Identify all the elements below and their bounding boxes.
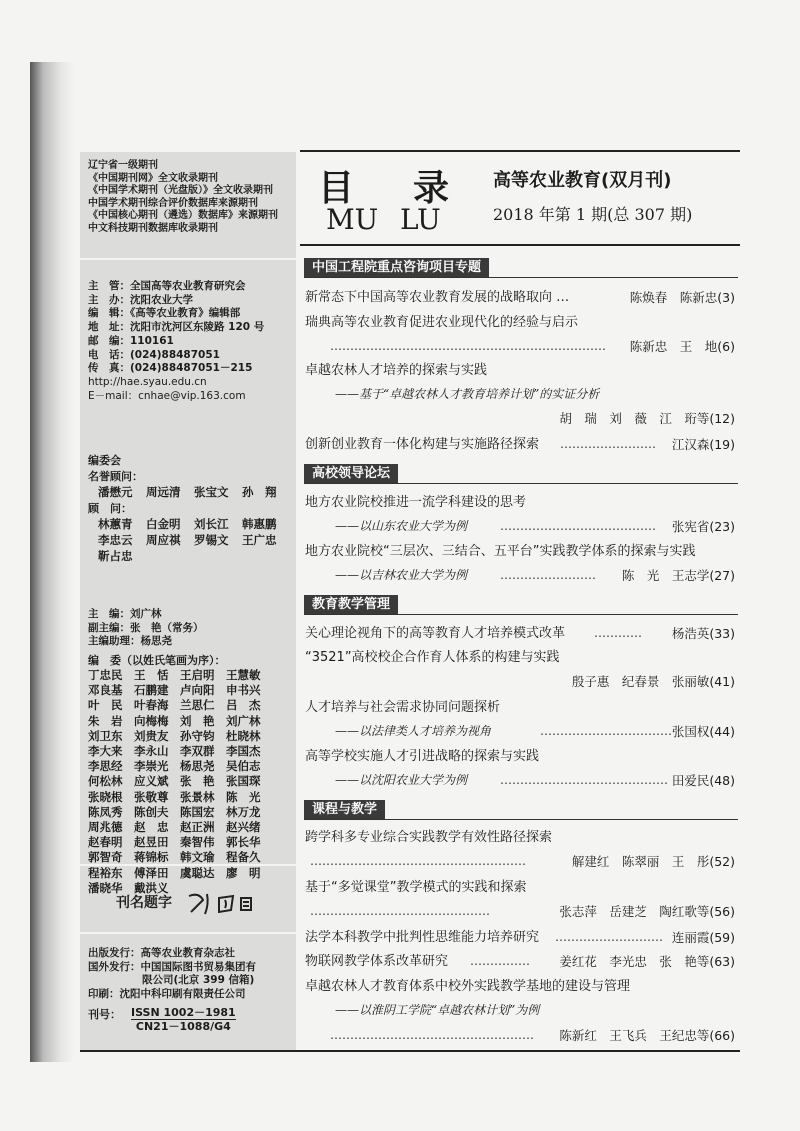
article-authors: 陈新红 王飞兵 王纪忠等(66)	[559, 1028, 735, 1043]
toc-entry[interactable]	[305, 543, 735, 560]
issn-block	[88, 1006, 293, 1033]
member-name: 林万龙	[226, 804, 261, 819]
leader-dots: ……………………………………………………………	[330, 339, 606, 353]
article-title: 地方农业院校“三层次、三结合、五平台”实践教学体系的探索与实践	[305, 544, 696, 559]
indexing-item: 辽宁省一级期刊	[88, 160, 158, 171]
member-name: 卢向阳	[180, 683, 215, 698]
consultant-name: 周应祺	[146, 533, 181, 547]
issn-number: ISSN 1002－1981	[131, 1005, 236, 1019]
consultant-name: 韩惠鹏	[242, 517, 277, 531]
inscription-label: 刊名题字	[116, 895, 172, 911]
member-name: 李永山	[134, 744, 169, 759]
advisor-names	[88, 484, 293, 500]
article-title: 人才培养与社会需求协同问题探析	[305, 700, 501, 715]
advisor-name: 潘懋元	[98, 485, 133, 499]
member-name: 蒋锦标	[134, 850, 169, 865]
toc-entry[interactable]	[305, 829, 735, 846]
member-name: 刘广林	[226, 713, 261, 728]
member-name: 赵昱田	[134, 835, 169, 850]
consultant-name: 白金明	[146, 517, 181, 531]
toc-entry[interactable]	[305, 314, 735, 331]
member-name: 陈凤秀	[88, 804, 123, 819]
article-subtitle: ——基于“卓越农林人才教育培养计划”的实证分析	[335, 387, 600, 401]
member-name: 向梅梅	[134, 713, 169, 728]
title-mu: 目	[318, 168, 359, 209]
info-line: 主 管：全国高等农业教育研究会	[88, 280, 246, 292]
leader-dots: …………………………………	[500, 519, 656, 533]
publisher-line: 印刷：沈阳中科印刷有限责任公司	[88, 988, 246, 1001]
email: E－mail：cnhae@vip.163.com	[88, 389, 246, 402]
article-authors: 杨浩英(33)	[671, 626, 735, 641]
calligraphy-signature-icon	[185, 890, 255, 916]
article-authors: 胡 瑞 刘 薇 江 珩等(12)	[559, 411, 735, 426]
article-authors: 殷子惠 纪春景 张丽敏(41)	[571, 674, 735, 689]
article-authors: 江汉森(19)	[671, 437, 735, 452]
member-name: 李思经	[88, 759, 123, 774]
leader-dots: ……………………	[560, 437, 656, 451]
member-names	[88, 668, 293, 896]
issue-number: 2018 年第 1 期(总 307 期)	[493, 205, 693, 224]
info-line: 编 辑：《高等农业教育》编辑部	[88, 307, 241, 320]
publisher-info	[88, 947, 293, 1033]
issn-label: 刊号：	[88, 1007, 121, 1021]
section-rule	[304, 277, 738, 278]
indexing-item: 中文科技期刊数据库收录期刊	[88, 222, 218, 234]
article-authors: 张志萍 岳建芝 陶红歌等(56)	[559, 904, 735, 919]
members-label: 编 委（以姓氏笔画为序）：	[88, 654, 226, 667]
leader-dots: ………………………………………………	[310, 854, 526, 868]
committee-label: 编委会	[88, 454, 121, 467]
member-name: 赵兴绪	[226, 820, 261, 835]
leader-dots: ……………………………………	[500, 773, 668, 787]
member-name: 程备久	[226, 850, 261, 865]
publisher-line: 国外发行：中国国际图书贸易集团有	[88, 960, 256, 973]
editor-line: 主编助理：杨思尧	[88, 635, 172, 648]
member-name: 申书兴	[226, 683, 261, 698]
member-name: 戴洪义	[134, 880, 169, 895]
toc-entry[interactable]	[305, 978, 735, 995]
member-name: 张 艳	[180, 774, 215, 789]
masthead-sidebar	[80, 152, 296, 1052]
title-inscription	[88, 890, 293, 916]
member-name: 刘贵友	[134, 728, 169, 743]
toc-entry[interactable]	[305, 879, 735, 896]
section-rule	[304, 483, 738, 484]
consultant-names	[88, 516, 293, 564]
divider	[80, 864, 296, 866]
article-authors: 陈焕春 陈新忠(3)	[629, 290, 735, 305]
article-title: 地方农业院校推进一流学科建设的思考	[305, 495, 527, 510]
advisor-name: 周远清	[146, 485, 181, 499]
article-subtitle: ——以吉林农业大学为例	[335, 568, 468, 582]
toc-entry[interactable]	[305, 699, 735, 716]
consultant-name: 李忠云	[98, 533, 133, 547]
cn-number: CN21－1088/G4	[135, 1019, 231, 1033]
article-subtitle: ——以法律类人才培养为视角	[335, 724, 492, 738]
info-line: 电 话：(024)88487051	[88, 348, 220, 361]
member-name: 郭智奇	[88, 850, 123, 865]
indexing-list	[88, 160, 293, 235]
member-name: 赵 忠	[134, 820, 169, 835]
article-title: 高等学校实施人才引进战略的探索与实践	[305, 749, 540, 764]
member-name: 丁忠民	[88, 668, 123, 682]
footer-rule	[80, 1050, 740, 1052]
toc-entry[interactable]: 新常态下中国高等农业教育发展的战略取向 …	[305, 290, 570, 305]
article-authors: 陈新忠 王 地(6)	[629, 339, 735, 354]
member-name: 朱 岩	[88, 713, 123, 728]
leader-dots: ………………………………………	[310, 904, 490, 918]
member-name: 李国杰	[226, 744, 261, 759]
member-name: 吕 杰	[226, 698, 261, 713]
member-name: 张晓根	[88, 789, 123, 804]
advisor-name: 孙 翔	[242, 485, 277, 499]
toc-entry[interactable]	[305, 362, 735, 379]
article-title: 卓越农林人才教育体系中校外实践教学基地的建设与管理	[305, 979, 631, 994]
member-name: 兰思仁	[180, 698, 215, 713]
member-name: 张景林	[180, 789, 215, 804]
consultant-name: 林蕙青	[98, 517, 133, 531]
toc-entry[interactable]	[305, 649, 735, 666]
article-title: 关心理论视角下的高等教育人才培养模式改革	[305, 626, 566, 641]
article-authors: 姜红花 李光忠 张 艳等(63)	[559, 954, 735, 969]
advisor-label: 名誉顾问：	[88, 470, 143, 483]
binding-shadow	[30, 62, 74, 1062]
member-name: 石鹏建	[134, 683, 169, 698]
section-heading: 教育教学管理	[304, 595, 398, 615]
member-name: 杨思尧	[180, 759, 215, 774]
pinyin-mu: MU	[326, 203, 379, 236]
member-name: 李大来	[88, 744, 123, 759]
leader-dots: ……………………………………………	[330, 1028, 534, 1042]
member-name: 应义斌	[134, 774, 169, 789]
member-name: 赵春明	[88, 835, 123, 850]
article-title: 瑞典高等农业教育促进农业现代化的经验与启示	[305, 315, 579, 330]
article-title: 创新创业教育一体化构建与实施路径探索	[305, 437, 540, 452]
member-name: 王启明	[180, 668, 215, 682]
member-name: 赵正洲	[180, 820, 215, 835]
journal-name: 高等农业教育(双月刊)	[493, 170, 672, 191]
leader-dots: ………………………	[555, 930, 663, 944]
editor-line: 副主编：张 艳（常务）	[88, 621, 204, 634]
consultant-name: 王广忠	[242, 533, 277, 547]
article-title: “3521”高校校企合作育人体系的构建与实践	[305, 650, 560, 665]
member-name: 张敬尊	[134, 789, 169, 804]
article-authors: 连丽霞(59)	[671, 930, 735, 945]
member-name: 陈创夫	[134, 804, 169, 819]
editor-line: 主 编：刘广林	[88, 608, 162, 620]
advisor-name: 张宝文	[194, 485, 229, 499]
indexing-item: 《中国学术期刊（光盘版）》全文收录期刊	[88, 185, 273, 196]
member-name: 吴伯志	[226, 759, 261, 774]
info-line: 传 真：(024)88487051－215	[88, 362, 253, 375]
section-heading: 高校领导论坛	[304, 464, 398, 484]
member-name: 刘 艳	[180, 713, 215, 728]
header-rule-bottom	[300, 244, 740, 246]
article-title: 基于“多觉课堂”教学模式的实践和探索	[305, 880, 527, 895]
member-name: 韩文瑜	[180, 850, 215, 865]
member-name: 秦智伟	[180, 835, 215, 850]
article-title: 物联网教学体系改革研究	[305, 954, 449, 969]
member-name: 张国琛	[226, 774, 261, 789]
article-authors: 张国权(44)	[671, 724, 735, 739]
article-title: 卓越农林人才培养的探索与实践	[305, 363, 488, 378]
publisher-line: 限公司(北京 399 信箱)	[142, 974, 255, 987]
member-name: 何松林	[88, 774, 123, 789]
section-rule	[304, 819, 738, 820]
consultant-name: 罗锡文	[194, 533, 229, 547]
article-subtitle: ——以淮阴工学院“卓越农林计划”为例	[335, 1003, 540, 1017]
member-name: 叶 民	[88, 698, 123, 713]
member-name: 虞聪达	[180, 865, 215, 880]
member-name: 潘晓华	[88, 880, 123, 895]
section-heading: 课程与教学	[304, 800, 385, 820]
member-name: 陈 光	[226, 789, 261, 804]
article-authors: 田爱民(48)	[671, 773, 735, 788]
leader-dots: …………	[594, 626, 642, 640]
member-name: 王慧敏	[226, 668, 261, 682]
editors	[88, 608, 293, 649]
website: http://hae.syau.edu.cn	[88, 375, 207, 388]
article-subtitle: ——以沈阳农业大学为例	[335, 773, 468, 787]
member-name: 郭长华	[226, 835, 261, 850]
publisher-line: 出版发行：高等农业教育杂志社	[88, 947, 235, 959]
article-authors: 解建红 陈翠丽 王 彤(52)	[571, 854, 735, 869]
info-line: 邮 编：110161	[88, 334, 174, 347]
member-name: 叶春海	[134, 698, 169, 713]
section-rule	[304, 614, 738, 615]
member-name: 邓良基	[88, 683, 123, 698]
info-line: 主 办：沈阳农业大学	[88, 293, 193, 306]
member-name: 傅泽田	[134, 865, 169, 880]
member-name: 孙守钧	[180, 728, 215, 743]
section-heading: 中国工程院重点咨询项目专题	[304, 258, 489, 278]
member-name: 王 恬	[134, 668, 169, 682]
divider	[80, 932, 296, 934]
member-name: 陈国宏	[180, 804, 215, 819]
article-subtitle: ——以山东农业大学为例	[335, 519, 468, 533]
member-name: 廖 明	[226, 865, 261, 880]
toc-entry[interactable]	[305, 494, 735, 511]
info-line: 地 址：沈阳市沈河区东陵路 120 号	[88, 321, 265, 334]
committee	[88, 452, 293, 564]
member-name: 程裕东	[88, 865, 123, 880]
article-title: 法学本科教学中批判性思维能力培养研究	[305, 930, 540, 945]
indexing-item: 中国学术期刊综合评价数据库来源期刊	[88, 197, 258, 209]
consultant-label: 顾 问：	[88, 502, 132, 515]
leader-dots: ……………	[470, 954, 530, 968]
member-name: 李崇光	[134, 759, 169, 774]
title-lu: 录	[413, 168, 450, 209]
indexing-item: 《中国核心期刊（遴选）数据库》来源期刊	[88, 210, 278, 221]
publication-info	[88, 280, 293, 403]
leader-dots: ……………………………	[540, 724, 672, 738]
consultant-name: 靳占忠	[98, 549, 133, 563]
article-title: 新常态下中国高等农业教育发展的战略取向	[305, 290, 553, 305]
divider	[80, 258, 296, 260]
article-authors: 张宪省(23)	[671, 519, 735, 534]
toc-entry[interactable]	[305, 748, 735, 765]
members	[88, 652, 293, 896]
member-name: 周兆德	[88, 820, 123, 835]
leader-dots: ……………………	[500, 568, 596, 582]
member-name: 刘卫东	[88, 728, 123, 743]
header-rule-top	[300, 150, 740, 152]
article-authors: 陈 光 王志学(27)	[621, 568, 735, 583]
member-name: 杜晓林	[226, 728, 261, 743]
pinyin-lu: LU	[400, 203, 441, 236]
member-name: 李双群	[180, 744, 215, 759]
article-title: 跨学科多专业综合实践教学有效性路径探索	[305, 830, 553, 845]
indexing-item: 《中国期刊网》全文收录期刊	[88, 172, 218, 184]
consultant-name: 刘长江	[194, 517, 229, 531]
